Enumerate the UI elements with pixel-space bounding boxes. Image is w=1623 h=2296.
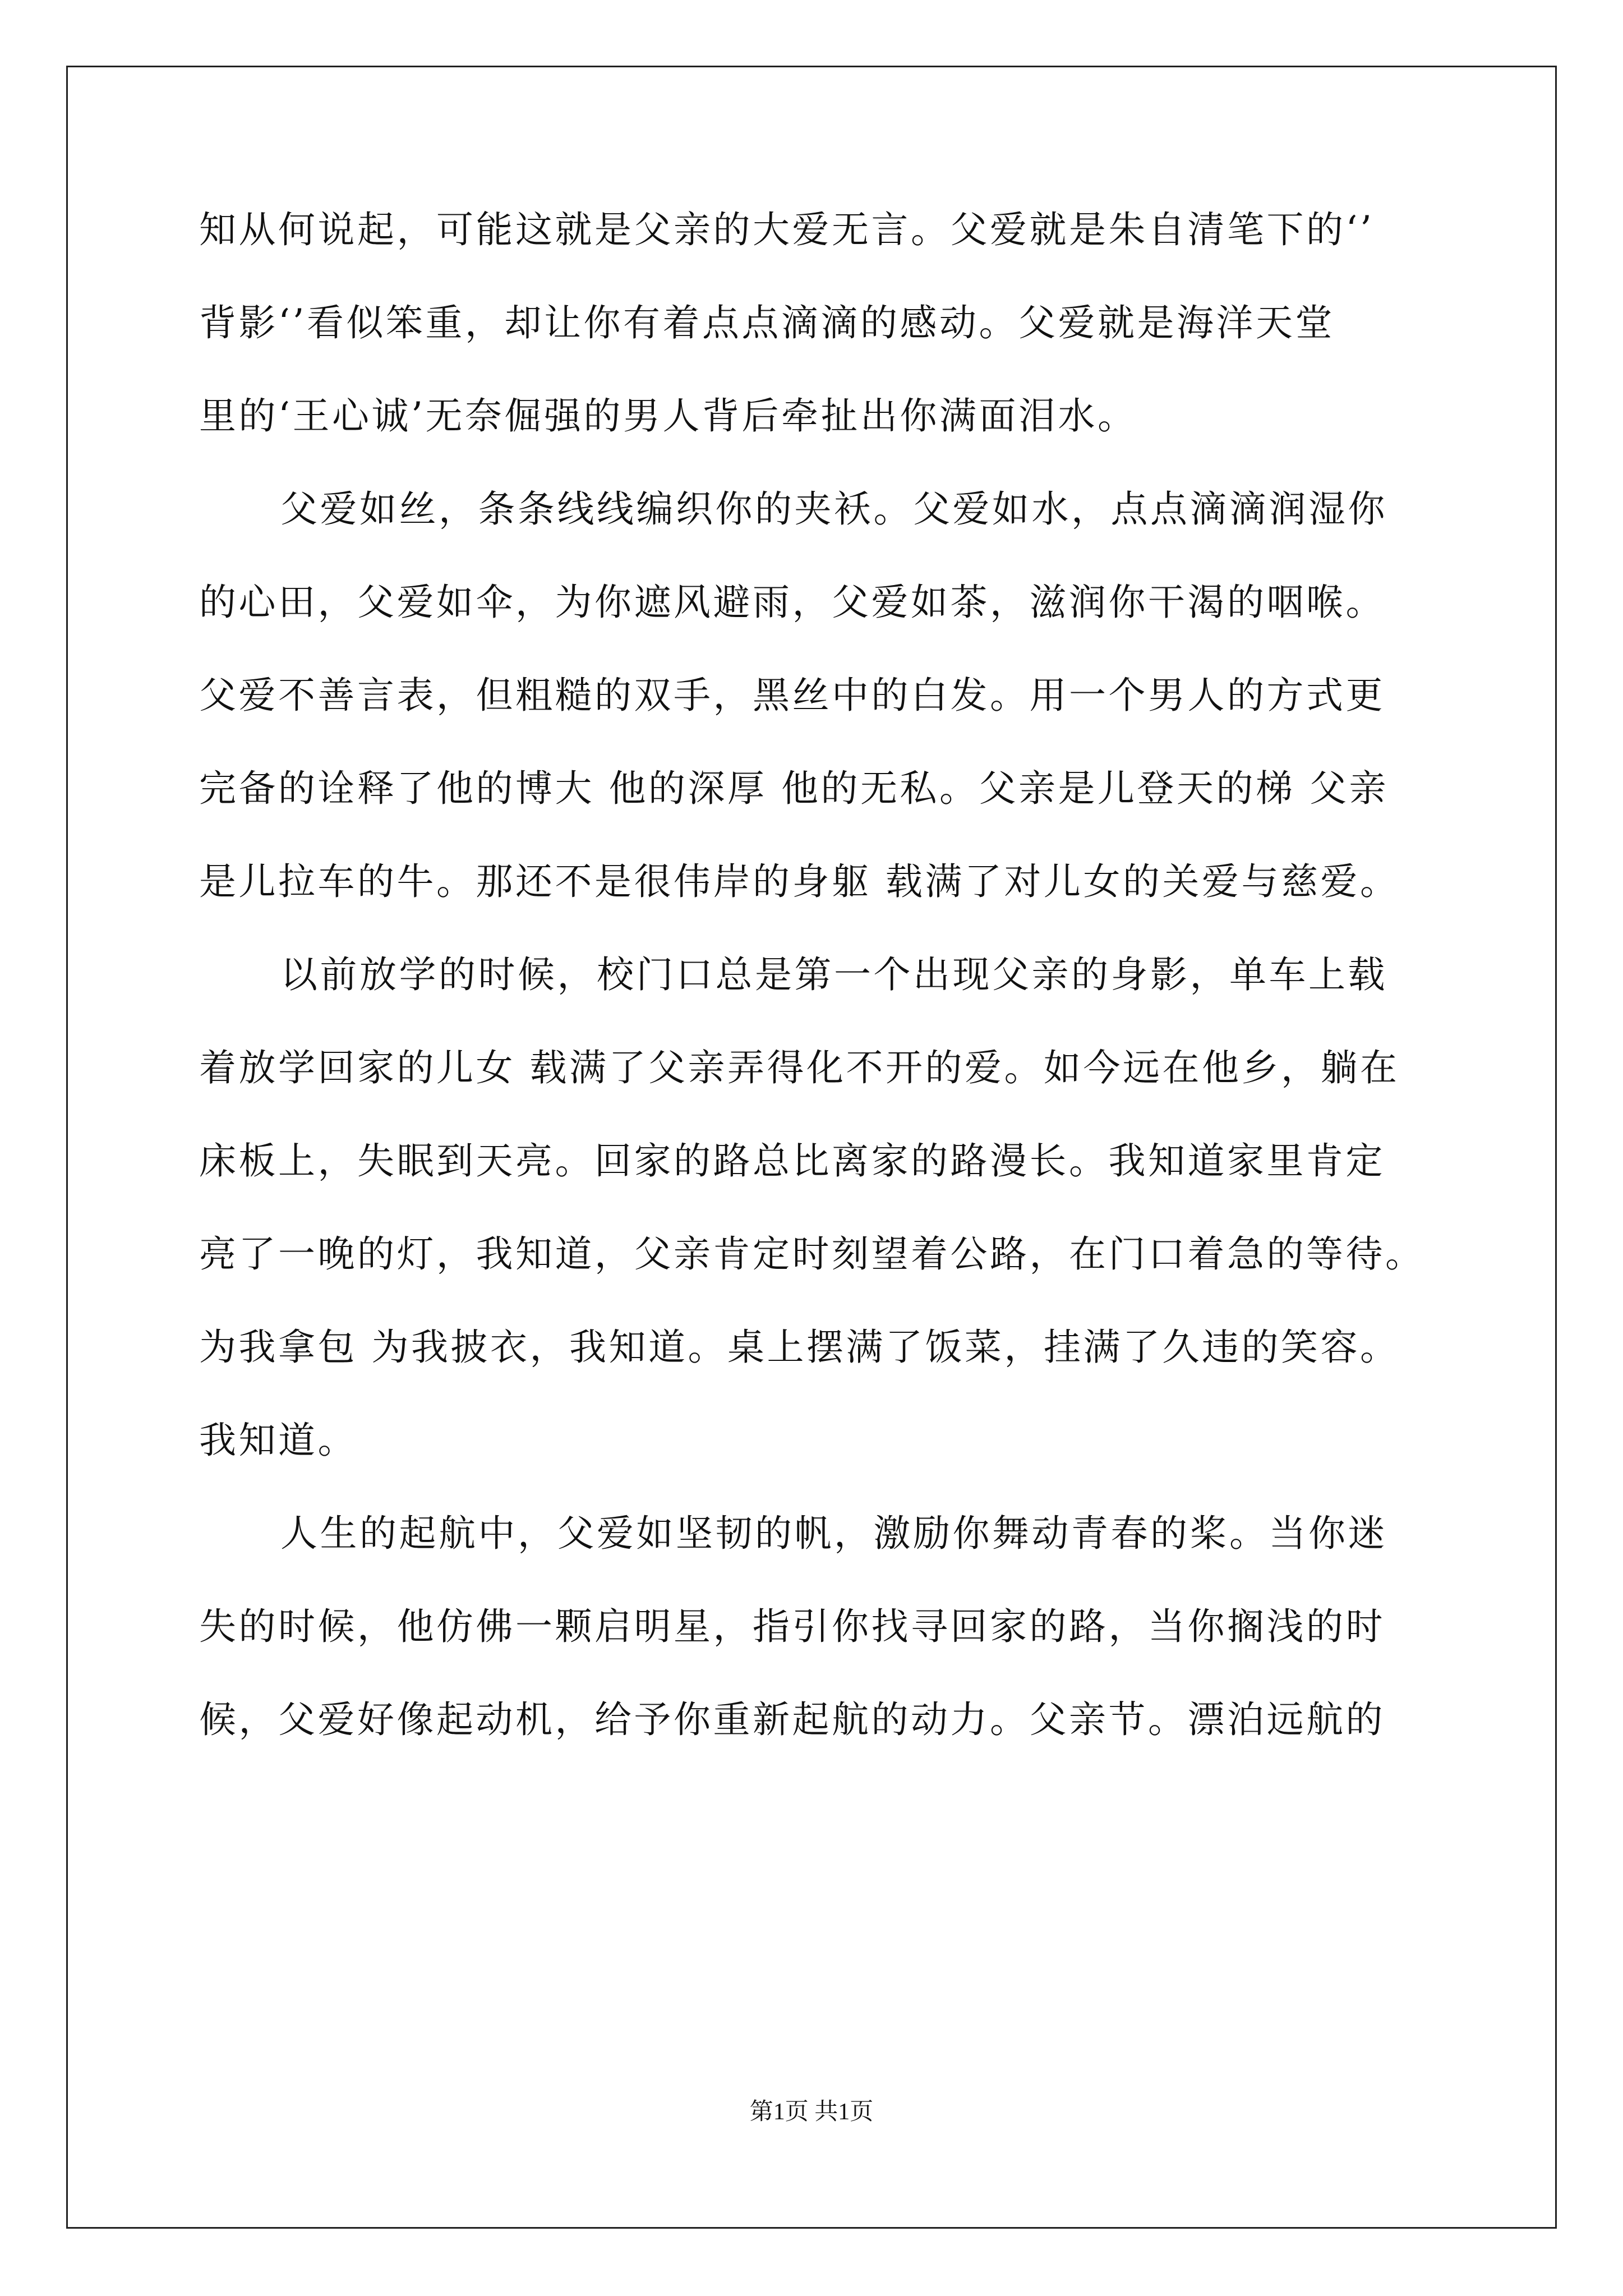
paragraph-start-line: 以前放学的时候，校门口总是第一个出现父亲的身影，单车上载 xyxy=(280,953,1387,996)
text-line: 的心田，父爱如伞，为你遮风避雨，父爱如茶，滋润你干渴的咽喉。 xyxy=(199,581,1385,624)
text-line: 亮了一晚的灯，我知道，父亲肯定时刻望着公路，在门口着急的等待。 xyxy=(199,1232,1425,1276)
text-line: 完备的诠释了他的博大 他的深厚 他的无私。父亲是儿登天的梯 父亲 xyxy=(199,767,1389,810)
text-line: 候，父爱好像起动机，给予你重新起航的动力。父亲节。漂泊远航的 xyxy=(199,1698,1385,1741)
text-line: 里的‘王心诚’无奈倔强的男人背后牵扯出你满面泪水。 xyxy=(199,394,1137,438)
text-line: 我知道。 xyxy=(199,1419,357,1462)
text-line: 为我拿包 为我披衣，我知道。桌上摆满了饭菜，挂满了久违的笑容。 xyxy=(199,1326,1400,1369)
text-line: 是儿拉车的牛。那还不是很伟岸的身躯 载满了对儿女的关爱与慈爱。 xyxy=(199,860,1400,903)
text-line: 着放学回家的儿女 载满了父亲弄得化不开的爱。如今远在他乡，躺在 xyxy=(199,1046,1400,1089)
paragraph-start-line: 人生的起航中，父爱如坚韧的帆，激励你舞动青春的桨。当你迷 xyxy=(280,1512,1387,1555)
text-line: 床板上，失眠到天亮。回家的路总比离家的路漫长。我知道家里肯定 xyxy=(199,1139,1385,1182)
text-line: 背影‘’看似笨重，却让你有着点点滴滴的感动。父爱就是海洋天堂 xyxy=(199,301,1335,344)
text-line: 知从何说起，可能这就是父亲的大爱无言。父爱就是朱自清笔下的‘’ xyxy=(199,208,1375,251)
paragraph-start-line: 父爱如丝，条条线线编织你的夹袄。父爱如水，点点滴滴润湿你 xyxy=(280,487,1387,531)
page-number-footer: 第1页 共1页 xyxy=(749,2099,874,2125)
text-line: 失的时候，他仿佛一颗启明星，指引你找寻回家的路，当你搁浅的时 xyxy=(199,1605,1385,1648)
text-line: 父爱不善言表，但粗糙的双手，黑丝中的白发。用一个男人的方式更 xyxy=(199,674,1385,717)
